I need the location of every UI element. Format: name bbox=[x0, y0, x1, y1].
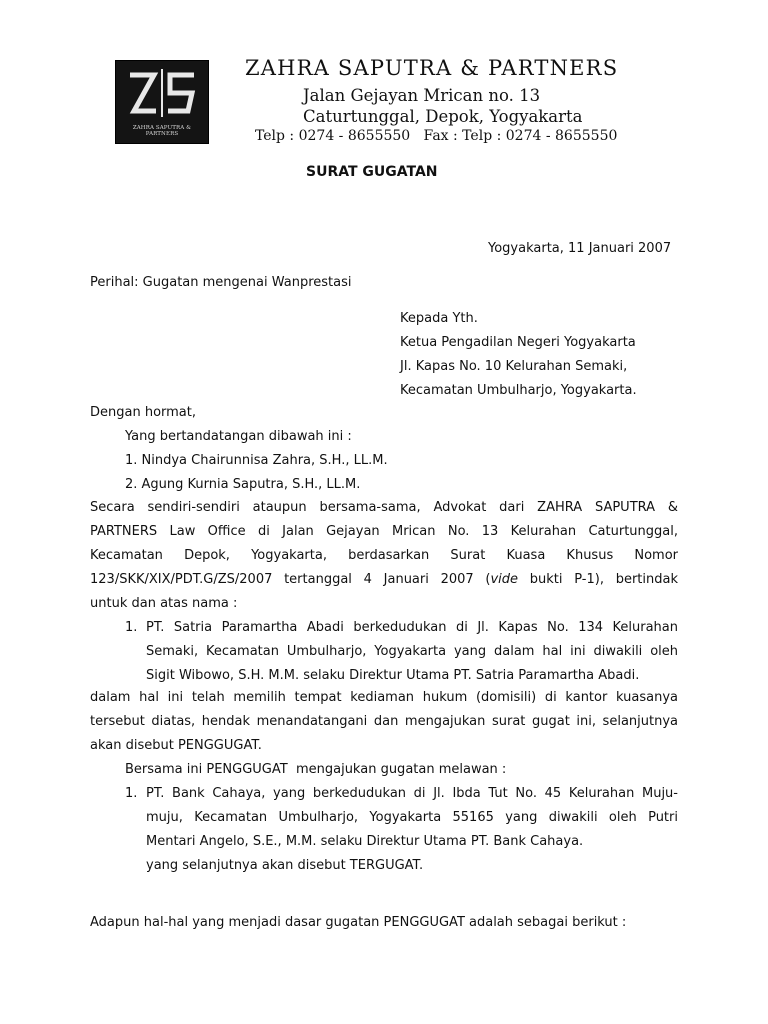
domicile-line: akan disebut PENGGUGAT. bbox=[90, 738, 262, 753]
domicile-line: dalam hal ini telah memilih tempat kediaman hukum (domisili) di kantor kuasanya bbox=[90, 690, 678, 705]
lawsuit-intro: Bersama ini PENGGUGAT mengajukan gugatan melawan : bbox=[125, 762, 507, 777]
firm-address-line-2: Caturtunggal, Depok, Yogyakarta bbox=[303, 107, 583, 126]
defendant-note: yang selanjutnya akan disebut TERGUGAT. bbox=[146, 858, 424, 873]
plaintiff-line: Sigit Wibowo, S.H. M.M. selaku Direktur Utama PT. Satria Paramartha Abadi. bbox=[146, 668, 640, 683]
greeting: Dengan hormat, bbox=[90, 405, 197, 420]
recipient-line: Jl. Kapas No. 10 Kelurahan Semaki, bbox=[400, 359, 628, 374]
recipient-line: Ketua Pengadilan Negeri Yogyakarta bbox=[400, 335, 636, 350]
advocate-item: 2. Agung Kurnia Saputra, S.H., LL.M. bbox=[125, 477, 361, 492]
document-title: SURAT GUGATAN bbox=[306, 164, 438, 180]
plaintiff-line: Semaki, Kecamatan Umbulharjo, Yogyakarta yang dalam hal ini diwakili oleh bbox=[146, 644, 678, 659]
paragraph-line: untuk dan atas nama : bbox=[90, 596, 238, 611]
advocate-item: 1. Nindya Chairunnisa Zahra, S.H., LL.M. bbox=[125, 453, 388, 468]
domicile-line: tersebut diatas, hendak menandatangani dan mengajukan surat gugat ini, selanjutnya bbox=[90, 714, 678, 729]
place-date: Yogyakarta, 11 Januari 2007 bbox=[488, 241, 672, 256]
defendant-number: 1. bbox=[125, 786, 138, 801]
vide-citation: vide bbox=[490, 572, 519, 587]
plaintiff-number: 1. bbox=[125, 620, 138, 635]
paragraph-line: PARTNERS Law Office di Jalan Gejayan Mrican No. 13 Kelurahan Caturtunggal, bbox=[90, 524, 678, 539]
subject-line: Perihal: Gugatan mengenai Wanprestasi bbox=[90, 275, 352, 290]
firm-phone-fax: Telp : 0274 - 8655550 Fax : Telp : 0274 - 8655550 bbox=[255, 128, 618, 144]
defendant-line: muju, Kecamatan Umbulharjo, Yogyakarta 55165 yang diwakili oleh Putri bbox=[146, 810, 678, 825]
closing-line: Adapun hal-hal yang menjadi dasar gugatan PENGGUGAT adalah sebagai berikut : bbox=[90, 915, 627, 930]
firm-name: ZAHRA SAPUTRA & PARTNERS bbox=[245, 56, 619, 80]
paragraph-line: Kecamatan Depok, Yogyakarta, berdasarkan Surat Kuasa Khusus Nomor bbox=[90, 548, 678, 563]
logo-caption: ZAHRA SAPUTRA & PARTNERS bbox=[132, 125, 192, 137]
defendant-line: Mentari Angelo, S.E., M.M. selaku Direktur Utama PT. Bank Cahaya. bbox=[146, 834, 584, 849]
paragraph-line-with-citation: 123/SKK/XIX/PDT.G/ZS/2007 tertanggal 4 Januari 2007 (vide bukti P-1), bertindak bbox=[90, 572, 678, 587]
plaintiff-line: PT. Satria Paramartha Abadi berkedudukan di Jl. Kapas No. 134 Kelurahan bbox=[146, 620, 678, 635]
recipient-line: Kepada Yth. bbox=[400, 311, 478, 326]
signatories-intro: Yang bertandatangan dibawah ini : bbox=[125, 429, 352, 444]
firm-logo bbox=[115, 60, 209, 144]
defendant-line: PT. Bank Cahaya, yang berkedudukan di Jl. Ibda Tut No. 45 Kelurahan Muju- bbox=[146, 786, 678, 801]
recipient-line: Kecamatan Umbulharjo, Yogyakarta. bbox=[400, 383, 637, 398]
paragraph-line: Secara sendiri-sendiri ataupun bersama-sama, Advokat dari ZAHRA SAPUTRA & bbox=[90, 500, 678, 515]
firm-address-line-1: Jalan Gejayan Mrican no. 13 bbox=[303, 86, 541, 105]
